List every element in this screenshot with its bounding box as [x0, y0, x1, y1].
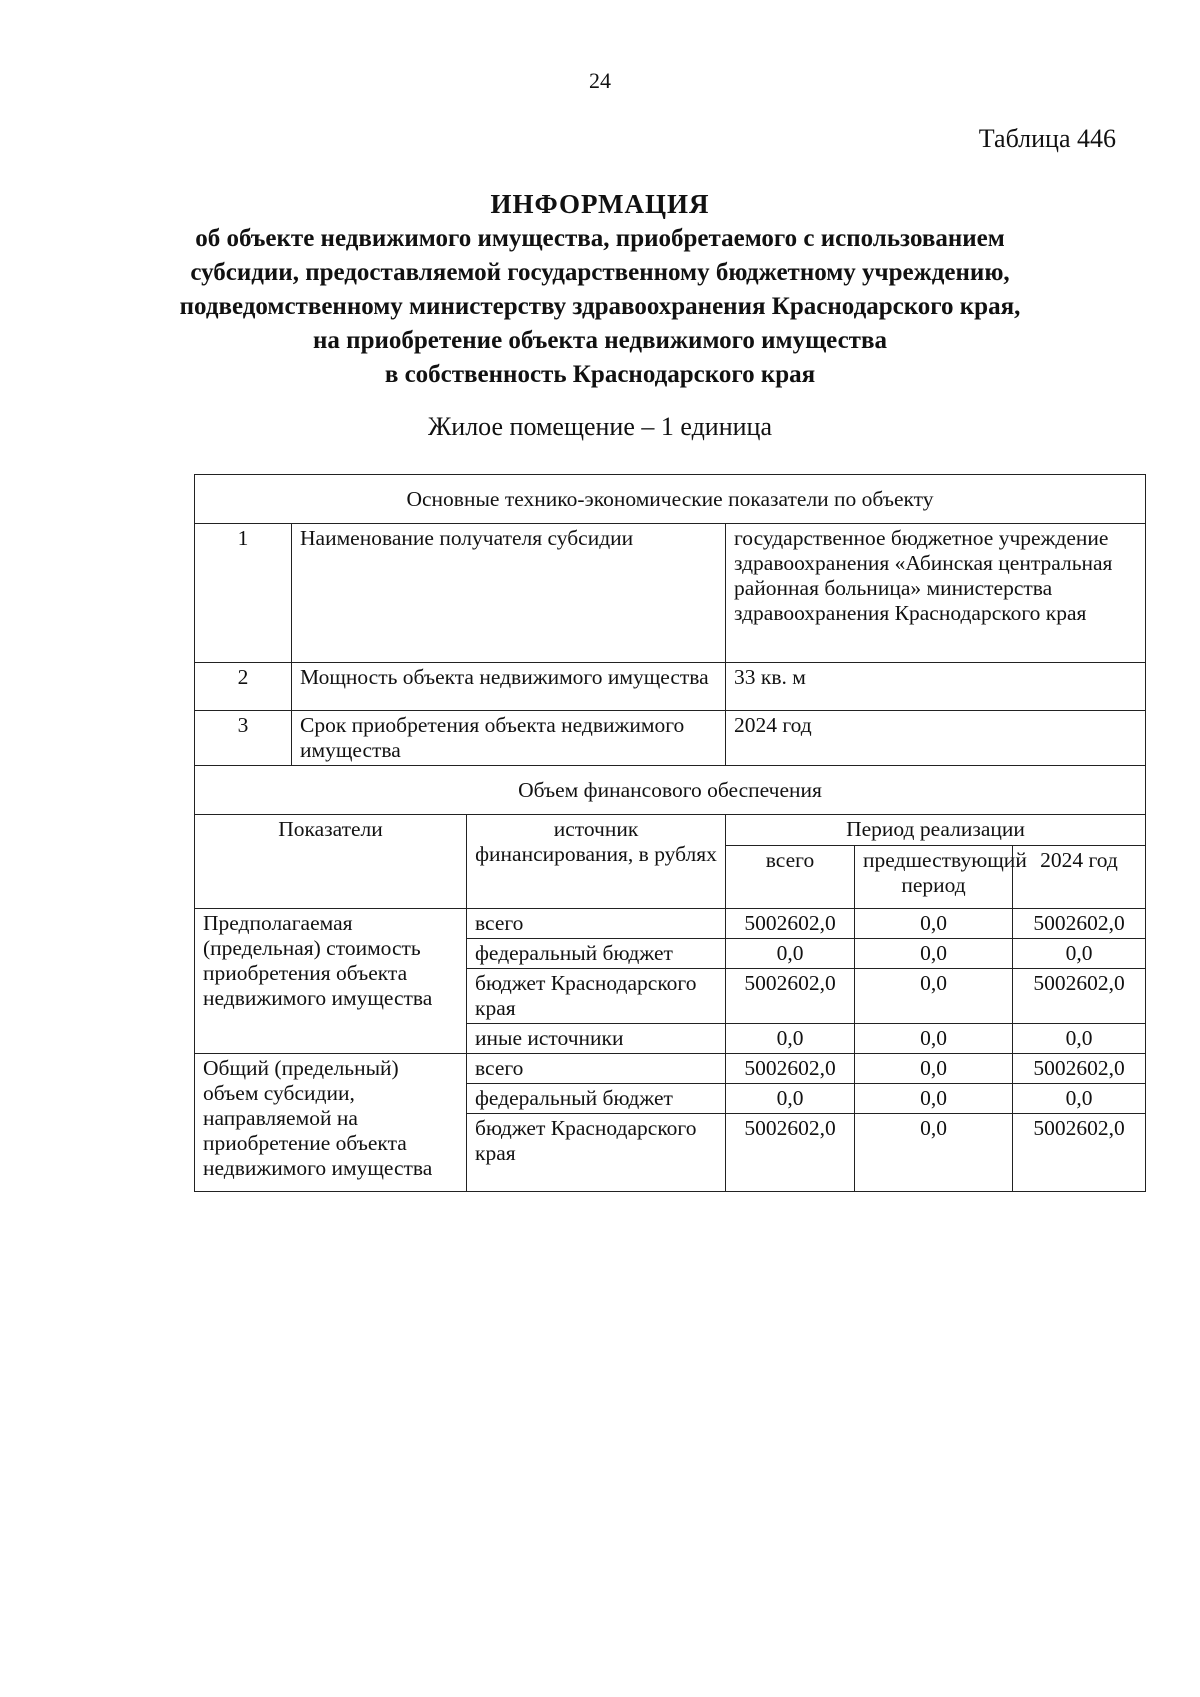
- row-value: государственное бюджетное учреждение здравоохранения «Абинская центральная районная больница» министерства здравоохранения Краснодарского края: [726, 524, 1146, 663]
- subtitle-line: подведомственному министерству здравоохранения Краснодарского края,: [179, 293, 1021, 320]
- subtitle-line: в собственность Краснодарского края: [384, 361, 816, 388]
- indicators-header: Показатели: [195, 815, 467, 909]
- year-cell: 5002602,0: [1013, 1114, 1146, 1192]
- table-label: Таблица 446: [978, 124, 1116, 153]
- row-label: Мощность объекта недвижимого имущества: [292, 663, 726, 711]
- source-cell: федеральный бюджет: [467, 939, 726, 969]
- previous-cell: 0,0: [855, 939, 1013, 969]
- table-row: [195, 1054, 1146, 1084]
- previous-cell: 0,0: [855, 1054, 1013, 1084]
- previous-cell: 0,0: [855, 1114, 1013, 1192]
- source-cell: всего: [467, 1054, 726, 1084]
- table-row: [195, 524, 1146, 663]
- period-header: Период реализации: [726, 815, 1146, 846]
- source-cell: иные источники: [467, 1024, 726, 1054]
- year-cell: 5002602,0: [1013, 969, 1146, 1024]
- finance-header-row: [195, 815, 1146, 846]
- object-description: Жилое помещение – 1 единица: [427, 412, 772, 441]
- source-cell: федеральный бюджет: [467, 1084, 726, 1114]
- total-cell: 5002602,0: [726, 1114, 855, 1192]
- row-value: 33 кв. м: [726, 663, 1146, 711]
- previous-cell: 0,0: [855, 1084, 1013, 1114]
- year-cell: 5002602,0: [1013, 1054, 1146, 1084]
- total-cell: 0,0: [726, 939, 855, 969]
- info-table: [194, 474, 1146, 1192]
- year-cell: 5002602,0: [1013, 909, 1146, 939]
- table-row: [195, 663, 1146, 711]
- document-title-block: [0, 186, 1200, 392]
- row-label: Наименование получателя субсидии: [292, 524, 726, 663]
- row-label: Срок приобретения объекта недвижимого имущества: [292, 711, 726, 766]
- previous-cell: 0,0: [855, 969, 1013, 1024]
- year-cell: 0,0: [1013, 939, 1146, 969]
- year-cell: 0,0: [1013, 1084, 1146, 1114]
- total-header: всего: [726, 846, 855, 909]
- source-cell: бюджет Краснодарского края: [467, 1114, 726, 1192]
- year-header: 2024 год: [1013, 846, 1146, 909]
- year-cell: 0,0: [1013, 1024, 1146, 1054]
- row-value: 2024 год: [726, 711, 1146, 766]
- row-number: 2: [195, 663, 292, 711]
- finance-section-header: Объем финансового обеспечения: [195, 766, 1146, 815]
- total-cell: 0,0: [726, 1024, 855, 1054]
- finance-section-header-row: [195, 766, 1146, 815]
- total-cell: 5002602,0: [726, 969, 855, 1024]
- source-header: источник финансирования, в рублях: [467, 815, 726, 909]
- subtitle-line: об объекте недвижимого имущества, приобретаемого с использованием: [195, 225, 1005, 252]
- total-cell: 5002602,0: [726, 1054, 855, 1084]
- tech-section-header-row: [195, 475, 1146, 524]
- tech-section-header: Основные технико-экономические показатели по объекту: [195, 475, 1146, 524]
- group-label-cost: Предполагаемая (предельная) стоимость приобретения объекта недвижимого имущества: [195, 909, 467, 1054]
- total-cell: 5002602,0: [726, 909, 855, 939]
- previous-period-header: предшествующий период: [855, 846, 1013, 909]
- table-row: [195, 711, 1146, 766]
- previous-cell: 0,0: [855, 909, 1013, 939]
- row-number: 3: [195, 711, 292, 766]
- source-cell: всего: [467, 909, 726, 939]
- row-number: 1: [195, 524, 292, 663]
- document-title: ИНФОРМАЦИЯ: [490, 189, 710, 219]
- table-row: [195, 909, 1146, 939]
- total-cell: 0,0: [726, 1084, 855, 1114]
- source-cell: бюджет Краснодарского края: [467, 969, 726, 1024]
- previous-cell: 0,0: [855, 1024, 1013, 1054]
- group-label-subsidy: Общий (предельный) объем субсидии, направляемой на приобретение объекта недвижимого имущества: [195, 1054, 467, 1192]
- subtitle-line: на приобретение объекта недвижимого имущества: [313, 327, 887, 354]
- page-number: 24: [589, 68, 611, 93]
- subtitle-line: субсидии, предоставляемой государственному бюджетному учреждению,: [190, 259, 1010, 286]
